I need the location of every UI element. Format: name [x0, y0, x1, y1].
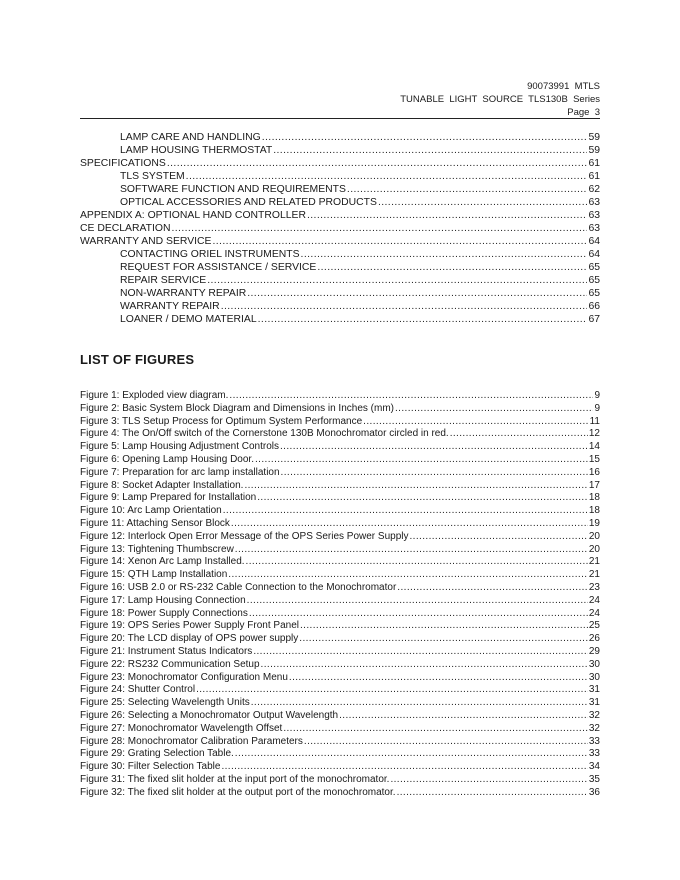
toc-entry-label: WARRANTY AND SERVICE — [80, 236, 212, 247]
toc-entry-page: 63 — [588, 197, 600, 208]
figure-entry[interactable] — [80, 736, 600, 749]
figure-entry[interactable] — [80, 556, 600, 569]
toc-entry-label: TLS SYSTEM — [120, 171, 185, 182]
table-of-contents — [80, 131, 600, 326]
toc-entry-page: 59 — [588, 145, 600, 156]
dot-leader — [261, 659, 588, 672]
figure-entry-page: 17 — [588, 479, 600, 491]
dot-leader — [223, 505, 588, 518]
figure-entry[interactable] — [80, 774, 600, 787]
toc-entry[interactable] — [80, 209, 600, 222]
dot-leader — [171, 222, 587, 235]
figure-entry[interactable] — [80, 787, 600, 800]
figure-entry[interactable] — [80, 672, 600, 685]
dot-leader — [253, 646, 588, 659]
dot-leader — [301, 248, 588, 261]
toc-entry[interactable] — [80, 196, 600, 209]
toc-entry-page: 63 — [588, 210, 600, 221]
toc-entry[interactable] — [80, 235, 600, 248]
figure-entry-label: Figure 7: Preparation for arc lamp installation — [80, 466, 280, 478]
figure-entry[interactable] — [80, 659, 600, 672]
figure-entry[interactable] — [80, 748, 600, 761]
figure-entry-page: 20 — [588, 543, 600, 555]
figure-entry-page: 24 — [588, 594, 600, 606]
toc-entry[interactable] — [80, 144, 600, 157]
dot-leader — [339, 710, 588, 723]
figure-entry-page: 12 — [588, 428, 600, 440]
toc-entry-label: CE DECLARATION — [80, 223, 171, 234]
dot-leader — [258, 313, 588, 326]
dot-leader — [255, 454, 588, 467]
figure-entry-page: 36 — [588, 786, 600, 798]
toc-entry-page: 64 — [588, 249, 600, 260]
document-title: TUNABLE LIGHT SOURCE TLS130B Series — [400, 94, 600, 105]
figure-entry-label: Figure 17: Lamp Housing Connection — [80, 594, 246, 606]
figure-entry-label: Figure 26: Selecting a Monochromator Output Wavelength — [80, 709, 339, 721]
figure-entry[interactable] — [80, 633, 600, 646]
figure-entry-page: 23 — [588, 581, 600, 593]
toc-entry[interactable] — [80, 261, 600, 274]
toc-entry[interactable] — [80, 157, 600, 170]
dot-leader — [363, 416, 588, 429]
figure-entry-page: 26 — [588, 633, 600, 645]
dot-leader — [280, 441, 588, 454]
toc-entry-label: WARRANTY REPAIR — [120, 301, 220, 312]
figure-entry-label: Figure 6: Opening Lamp Housing Door. — [80, 453, 254, 465]
figure-entry-page: 16 — [588, 466, 600, 478]
figure-entry-page: 18 — [588, 492, 600, 504]
figure-entry-label: Figure 4: The On/Off switch of the Cornerstone 130B Monochromator circled in red. — [80, 428, 449, 440]
toc-entry-page: 61 — [588, 158, 600, 169]
figure-entry-page: 11 — [589, 415, 600, 427]
dot-leader — [347, 183, 588, 196]
dot-leader — [231, 518, 588, 531]
toc-entry[interactable] — [80, 131, 600, 144]
figure-entry[interactable] — [80, 723, 600, 736]
figure-entry[interactable] — [80, 710, 600, 723]
dot-leader — [390, 774, 587, 787]
figure-entry-label: Figure 20: The LCD display of OPS power supply — [80, 633, 299, 645]
figure-entry[interactable] — [80, 620, 600, 633]
figure-entry-label: Figure 24: Shutter Control — [80, 684, 196, 696]
figure-entry-label: Figure 30: Filter Selection Table — [80, 761, 221, 773]
toc-entry[interactable] — [80, 222, 600, 235]
toc-entry-page: 65 — [588, 275, 600, 286]
toc-entry[interactable] — [80, 300, 600, 313]
dot-leader — [395, 403, 593, 416]
toc-entry-page: 66 — [588, 301, 600, 312]
figure-entry[interactable] — [80, 646, 600, 659]
figure-entry-page: 30 — [588, 671, 600, 683]
figure-entry-page: 14 — [588, 441, 600, 453]
page-header — [400, 80, 600, 119]
figure-entry[interactable] — [80, 569, 600, 582]
toc-entry[interactable] — [80, 183, 600, 196]
figure-entry[interactable] — [80, 467, 600, 480]
figure-entry-page: 9 — [594, 402, 600, 414]
dot-leader — [246, 556, 588, 569]
list-of-figures — [80, 390, 600, 800]
dot-leader — [289, 672, 588, 685]
figure-entry-page: 18 — [588, 505, 600, 517]
figure-entry-label: Figure 31: The fixed slit holder at the input port of the monochromator. — [80, 773, 390, 785]
dot-leader — [307, 209, 587, 222]
figure-entry-page: 35 — [588, 773, 600, 785]
figure-entry-label: Figure 5: Lamp Housing Adjustment Controls — [80, 441, 279, 453]
dot-leader — [378, 196, 588, 209]
toc-entry-label: OPTICAL ACCESSORIES AND RELATED PRODUCTS — [120, 197, 377, 208]
figure-entry-page: 30 — [588, 658, 600, 670]
figure-entry[interactable] — [80, 441, 600, 454]
list-of-figures-heading: LIST OF FIGURES — [80, 352, 195, 367]
dot-leader — [300, 620, 588, 633]
figure-entry-label: Figure 27: Monochromator Wavelength Offset — [80, 722, 283, 734]
figure-entry-label: Figure 13: Tightening Thumbscrew — [80, 543, 234, 555]
toc-entry-label: APPENDIX A: OPTIONAL HAND CONTROLLER — [80, 210, 306, 221]
toc-entry[interactable] — [80, 313, 600, 326]
toc-entry-page: 65 — [588, 262, 600, 273]
figure-entry-label: Figure 9: Lamp Prepared for Installation — [80, 492, 257, 504]
figure-entry-label: Figure 3: TLS Setup Process for Optimum System Performance — [80, 415, 363, 427]
toc-entry-label: NON-WARRANTY REPAIR — [120, 288, 247, 299]
figure-entry[interactable] — [80, 505, 600, 518]
toc-entry-label: SPECIFICATIONS — [80, 158, 166, 169]
dot-leader — [317, 261, 587, 274]
dot-leader — [221, 761, 587, 774]
toc-entry-label: LOANER / DEMO MATERIAL — [120, 314, 257, 325]
figure-entry-page: 29 — [588, 645, 600, 657]
figure-entry[interactable] — [80, 518, 600, 531]
figure-entry-label: Figure 25: Selecting Wavelength Units — [80, 697, 250, 709]
figure-entry-label: Figure 19: OPS Series Power Supply Front Panel — [80, 620, 299, 632]
figure-entry-label: Figure 18: Power Supply Connections — [80, 607, 248, 619]
figure-entry[interactable] — [80, 480, 600, 493]
figure-entry[interactable] — [80, 390, 600, 403]
figure-entry-page: 19 — [588, 517, 600, 529]
dot-leader — [228, 569, 588, 582]
figure-entry-label: Figure 15: QTH Lamp Installation — [80, 569, 228, 581]
figure-entry-label: Figure 21: Instrument Status Indicators — [80, 645, 253, 657]
figure-entry-label: Figure 11: Attaching Sensor Block — [80, 517, 230, 529]
figure-entry-page: 34 — [588, 761, 600, 773]
dot-leader — [299, 633, 588, 646]
dot-leader — [235, 544, 588, 557]
toc-entry[interactable] — [80, 274, 600, 287]
figure-entry-label: Figure 22: RS232 Communication Setup — [80, 658, 260, 670]
document-number: 90073991 MTLS — [527, 81, 600, 92]
figure-entry[interactable] — [80, 544, 600, 557]
dot-leader — [186, 170, 588, 183]
dot-leader — [450, 428, 588, 441]
dot-leader — [247, 287, 587, 300]
figure-entry[interactable] — [80, 403, 600, 416]
dot-leader — [283, 723, 588, 736]
dot-leader — [249, 608, 588, 621]
figure-entry-page: 33 — [588, 735, 600, 747]
figure-entry[interactable] — [80, 595, 600, 608]
dot-leader — [410, 531, 588, 544]
toc-entry-page: 61 — [588, 171, 600, 182]
toc-entry-page: 59 — [588, 132, 600, 143]
toc-entry[interactable] — [80, 287, 600, 300]
toc-entry-label: CONTACTING ORIEL INSTRUMENTS — [120, 249, 300, 260]
figure-entry-page: 32 — [588, 722, 600, 734]
figure-entry-label: Figure 10: Arc Lamp Orientation — [80, 505, 222, 517]
figure-entry-label: Figure 8: Socket Adapter Installation. — [80, 479, 244, 491]
dot-leader — [212, 235, 587, 248]
toc-entry[interactable] — [80, 248, 600, 261]
figure-entry-page: 20 — [588, 530, 600, 542]
figure-entry-label: Figure 16: USB 2.0 or RS-232 Cable Connection to the Monochromator — [80, 581, 397, 593]
dot-leader — [262, 131, 588, 144]
figure-entry[interactable] — [80, 684, 600, 697]
figure-entry[interactable] — [80, 428, 600, 441]
figure-entry-label: Figure 1: Exploded view diagram. — [80, 390, 229, 401]
toc-entry-page: 65 — [588, 288, 600, 299]
figure-entry[interactable] — [80, 697, 600, 710]
figure-entry-page: 31 — [588, 697, 600, 709]
dot-leader — [281, 467, 588, 480]
dot-leader — [251, 697, 588, 710]
toc-entry[interactable] — [80, 170, 600, 183]
toc-entry-page: 63 — [588, 223, 600, 234]
figure-entry-page: 15 — [588, 453, 600, 465]
dot-leader — [221, 300, 588, 313]
figure-entry[interactable] — [80, 454, 600, 467]
dot-leader — [196, 684, 588, 697]
figure-entry-page: 33 — [588, 748, 600, 760]
figure-entry-page: 32 — [588, 709, 600, 721]
toc-entry-page: 62 — [588, 184, 600, 195]
figure-entry-label: Figure 14: Xenon Arc Lamp Installed. — [80, 556, 245, 568]
toc-entry-label: SOFTWARE FUNCTION AND REQUIREMENTS — [120, 184, 346, 195]
dot-leader — [229, 390, 593, 403]
figure-entry-page: 25 — [588, 620, 600, 632]
figure-entry[interactable] — [80, 531, 600, 544]
dot-leader — [273, 144, 587, 157]
header-divider — [80, 118, 600, 119]
dot-leader — [167, 157, 588, 170]
figure-entry[interactable] — [80, 416, 600, 429]
figure-entry-label: Figure 23: Monochromator Configuration Menu — [80, 671, 288, 683]
dot-leader — [397, 582, 588, 595]
dot-leader — [397, 787, 588, 800]
figure-entry-label: Figure 2: Basic System Block Diagram and Dimensions in Inches (mm) — [80, 402, 394, 414]
figure-entry[interactable] — [80, 492, 600, 505]
toc-entry-label: REPAIR SERVICE — [120, 275, 207, 286]
dot-leader — [244, 480, 587, 493]
figure-entry-page: 9 — [594, 390, 600, 401]
figure-entry-label: Figure 28: Monochromator Calibration Parameters — [80, 735, 303, 747]
figure-entry-label: Figure 29: Grating Selection Table. — [80, 748, 234, 760]
figure-entry-label: Figure 32: The fixed slit holder at the output port of the monochromator. — [80, 786, 396, 798]
page-number: Page 3 — [567, 107, 600, 118]
toc-entry-label: LAMP CARE AND HANDLING — [120, 132, 261, 143]
dot-leader — [247, 595, 588, 608]
toc-entry-label: REQUEST FOR ASSISTANCE / SERVICE — [120, 262, 317, 273]
figure-entry-label: Figure 12: Interlock Open Error Message of the OPS Series Power Supply — [80, 530, 409, 542]
toc-entry-label: LAMP HOUSING THERMOSTAT — [120, 145, 273, 156]
figure-entry[interactable] — [80, 608, 600, 621]
dot-leader — [207, 274, 587, 287]
figure-entry-page: 24 — [588, 607, 600, 619]
figure-entry[interactable] — [80, 582, 600, 595]
toc-entry-page: 64 — [588, 236, 600, 247]
figure-entry[interactable] — [80, 761, 600, 774]
dot-leader — [304, 736, 588, 749]
dot-leader — [235, 748, 588, 761]
dot-leader — [257, 492, 588, 505]
figure-entry-page: 31 — [588, 684, 600, 696]
figure-entry-page: 21 — [588, 556, 600, 568]
figure-entry-page: 21 — [588, 569, 600, 581]
toc-entry-page: 67 — [588, 314, 600, 325]
